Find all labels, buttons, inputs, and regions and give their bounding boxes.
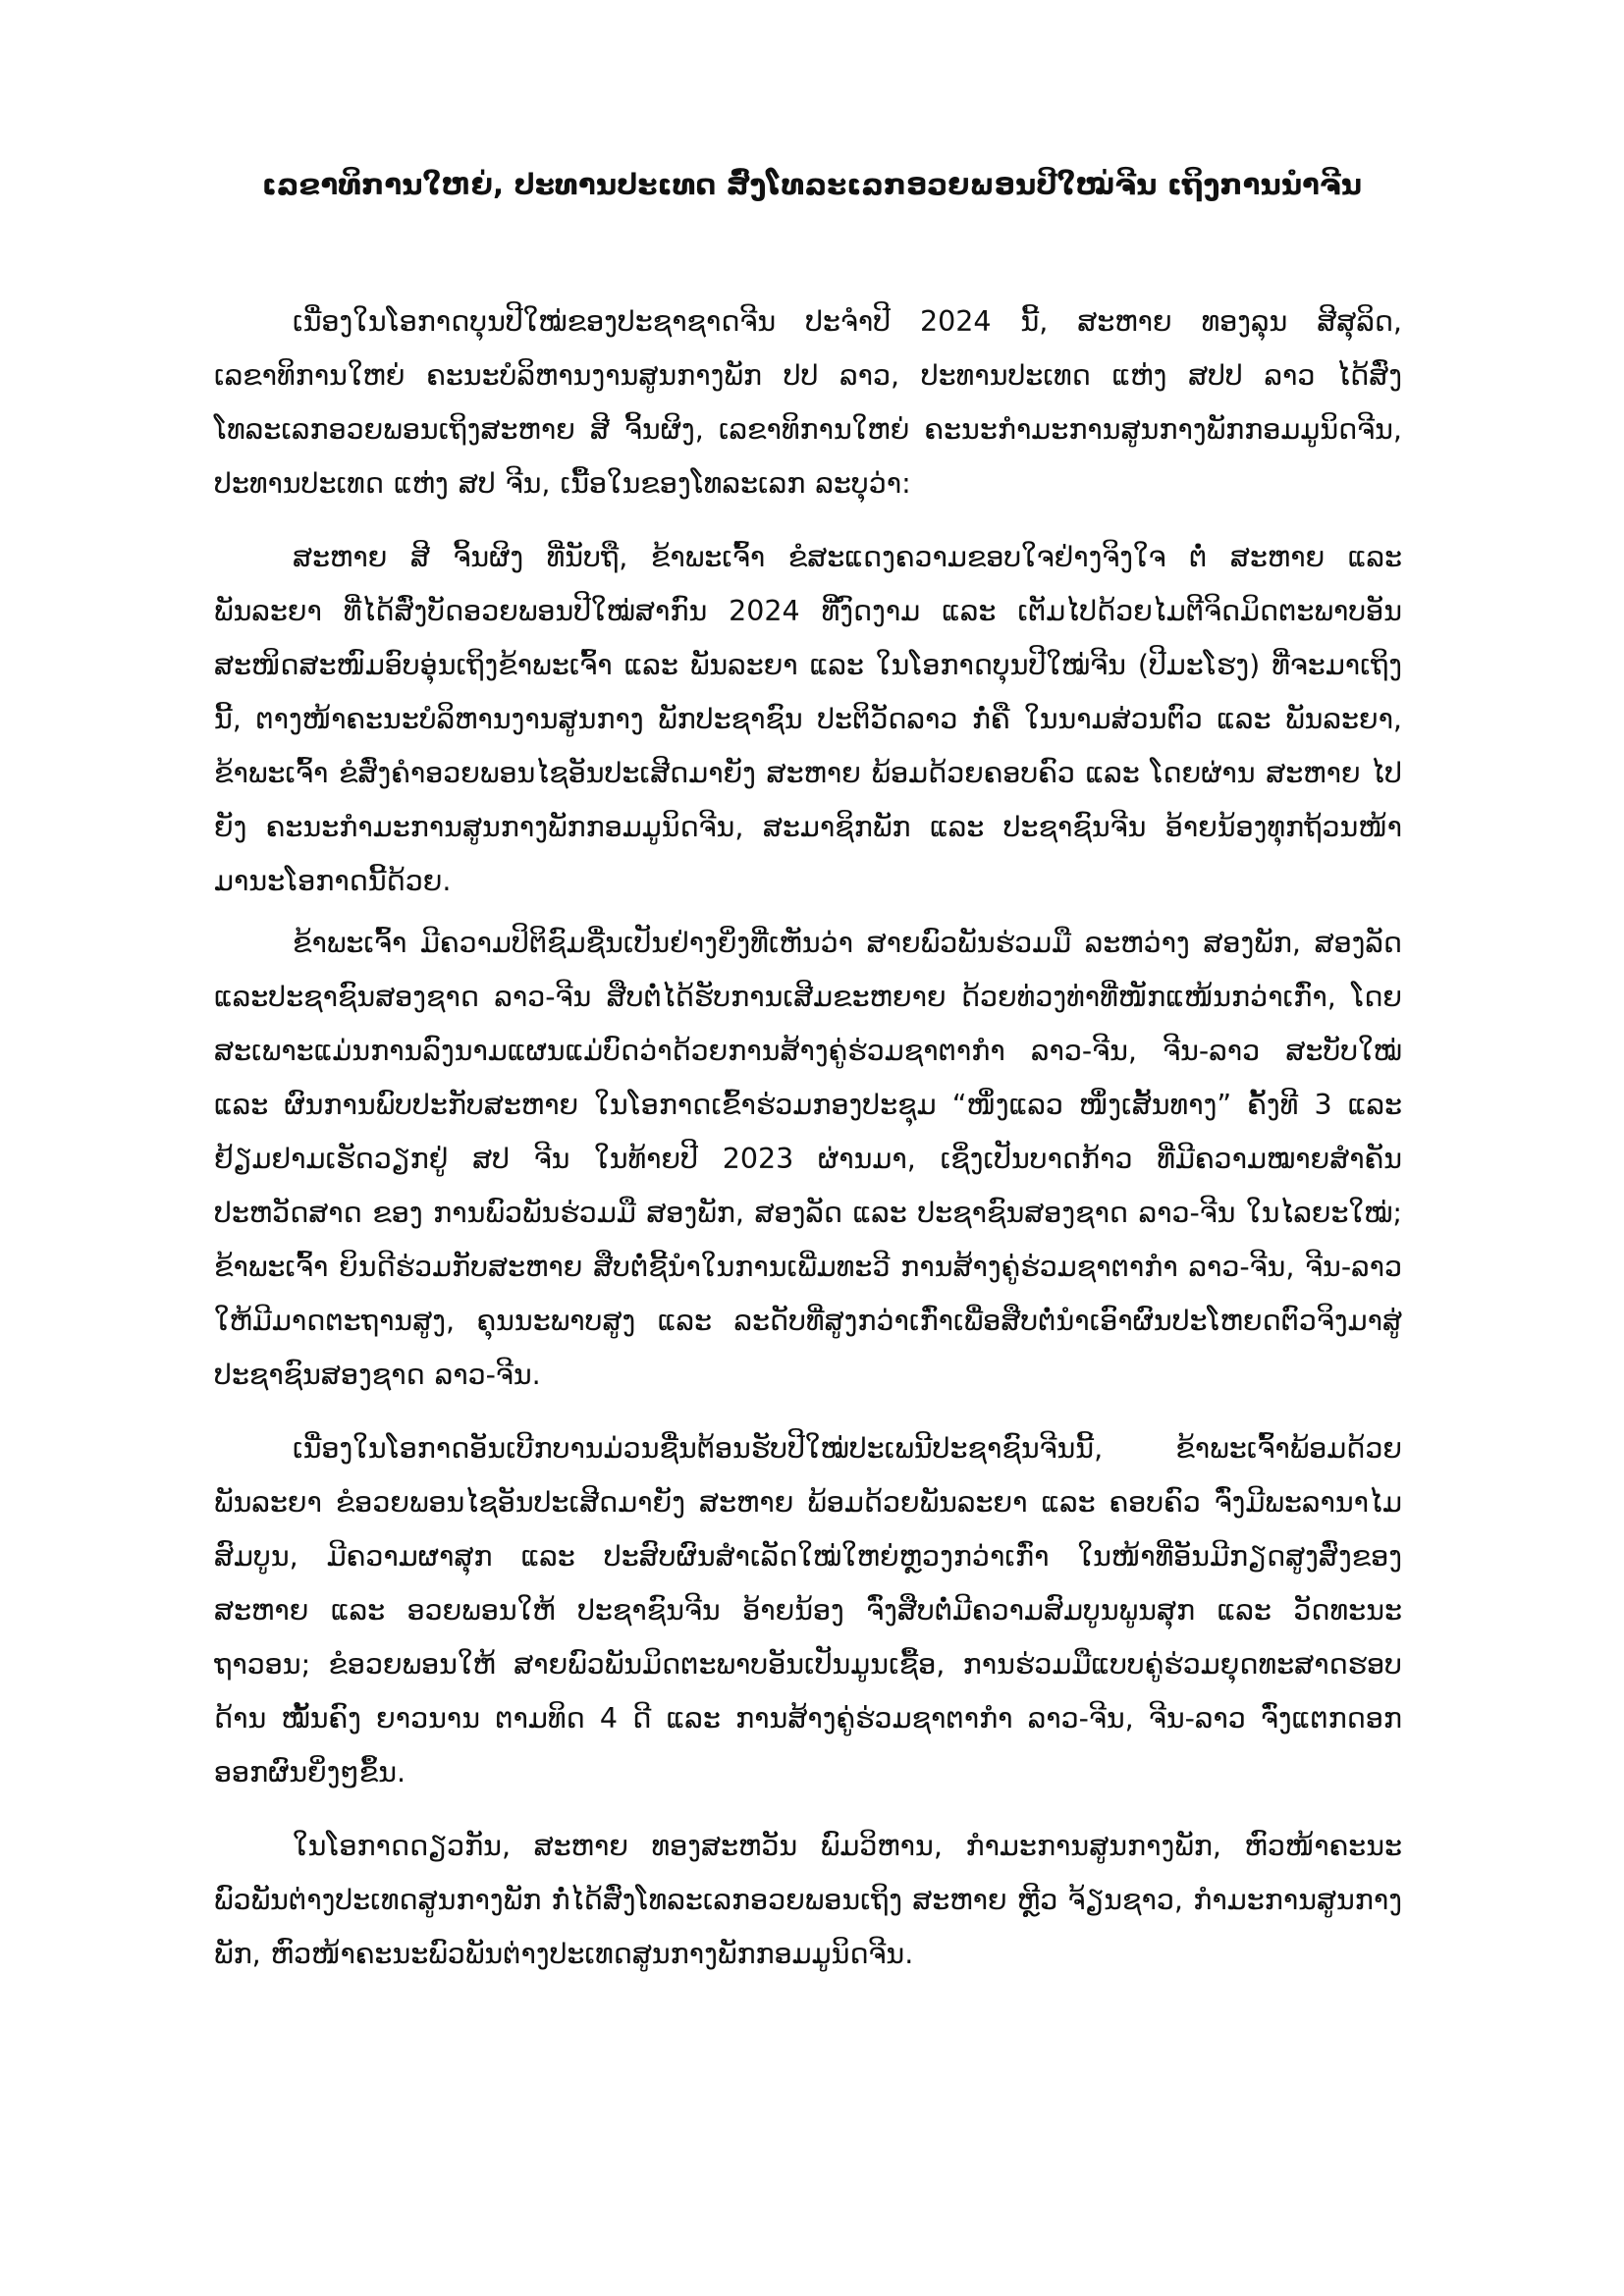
document-title: ເລຂາທິການໃຫຍ່, ປະທານປະເທດ ສົ່ງໂທລະເລກອວຍພອນປີໃໝ່ຈີນ ເຖິງການນຳຈີນ [261, 168, 1363, 201]
paragraph-additional-message: ໃນໂອກາດດຽວກັນ, ສະຫາຍ ທອງສະຫວັນ ພົມວິຫານ, ກຳມະການສູນກາງພັກ, ຫົວໜ້າຄະນະພົວພັນຕ່າງປະເທດສູນກາງພັກ ກໍ່ໄດ້ສົ່ງໂທລະເລກອວຍພອນເຖິງ ສະຫາຍ ຫຼີວ ຈ້ຽນຊາວ, ກຳມະການສູນກາງພັກ, ຫົວໜ້າຄະນະພົວພັນຕ່າງປະເທດສູນກາງພັກກອມມູນິດຈີນ. [214, 1830, 1402, 1970]
paragraph-relations: ຂ້າພະເຈົ້າ ມີຄວາມປິຕິຊົມຊື່ນເປັນຢ່າງຍິ່ງທີ່ເຫັນວ່າ ສາຍພົວພັນຮ່ວມມື ລະຫວ່າງ ສອງພັກ, ສອງລັດ ແລະປະຊາຊົນສອງຊາດ ລາວ-ຈີນ ສືບຕໍ່ໄດ້ຮັບການເສີມຂະຫຍາຍ ດ້ວຍທ່ວງທ່າທີ່ໜັກແໜ້ນກວ່າເກົ່າ, ໂດຍສະເພາະແມ່ນການລົງນາມແຜນແມ່ບົດວ່າດ້ວຍການສ້າງຄູ່ຮ່ວມຊາຕາກຳ ລາວ-ຈີນ, ຈີນ-ລາວ ສະບັບໃໝ່ ແລະ ຜົນການພົບປະກັບສະຫາຍ ໃນໂອກາດເຂົ້າຮ່ວມກອງປະຊຸມ “ໜຶ່ງແລວ ໜຶ່ງເສັ້ນທາງ” ຄັ້ງທີ 3 ແລະ ຢ້ຽມຢາມເຮັດວຽກຢູ່ ສປ ຈີນ ໃນທ້າຍປີ 2023 ຜ່ານມາ, ເຊິ່ງເປັນບາດກ້າວ ທີ່ມີຄວາມໝາຍສຳຄັນປະຫວັດສາດ ຂອງ ການພົວພັນຮ່ວມມື ສອງພັກ, ສອງລັດ ແລະ ປະຊາຊົນສອງຊາດ ລາວ-ຈີນ ໃນໄລຍະໃໝ່; ຂ້າພະເຈົ້າ ຍິນດີຮ່ວມກັບສະຫາຍ ສືບຕໍ່ຊີ້ນຳໃນການເພີ່ມທະວີ ການສ້າງຄູ່ຮ່ວມຊາຕາກຳ ລາວ-ຈີນ, ຈີນ-ລາວ ໃຫ້ມີມາດຕະຖານສູງ, ຄຸນນະພາບສູງ ແລະ ລະດັບທີ່ສູງກວ່າເກົ່າເພື່ອສືບຕໍ່ນຳເອົາຜົນປະໂຫຍດຕົວຈິງມາສູ່ປະຊາຊົນສອງຊາດ ລາວ-ຈີນ. [214, 927, 1402, 1391]
paragraph-intro: ເນື່ອງໃນໂອກາດບຸນປີໃໝ່ຂອງປະຊາຊາດຈີນ ປະຈຳປີ 2024 ນີ້, ສະຫາຍ ທອງລຸນ ສີສຸລິດ, ເລຂາທິການໃຫຍ່ ຄະນະບໍລິຫານງານສູນກາງພັກ ປປ ລາວ, ປະທານປະເທດ ແຫ່ງ ສປປ ລາວ ໄດ້ສົ່ງໂທລະເລກອວຍພອນເຖິງສະຫາຍ ສີ ຈິ້ນຜິງ, ເລຂາທິການໃຫຍ່ ຄະນະກຳມະການສູນກາງພັກກອມມູນິດຈີນ, ປະທານປະເທດ ແຫ່ງ ສປ ຈີນ, ເນື້ອໃນຂອງໂທລະເລກ ລະບຸວ່າ: [214, 305, 1402, 500]
document-body [214, 294, 1402, 2001]
paragraph-thanks: ສະຫາຍ ສີ ຈິ້ນຜິງ ທີ່ນັບຖື, ຂ້າພະເຈົ້າ ຂໍສະແດງຄວາມຂອບໃຈຢ່າງຈິງໃຈ ຕໍ່ ສະຫາຍ ແລະ ພັນລະຍາ ທີ່ໄດ້ສົ່ງບັດອວຍພອນປີໃໝ່ສາກົນ 2024 ທີ່ງົດງາມ ແລະ ເຕັມໄປດ້ວຍໄມຕີຈິດມິດຕະພາບອັນສະໜິດສະໜົມອົບອຸ່ນເຖິງຂ້າພະເຈົ້າ ແລະ ພັນລະຍາ ແລະ ໃນໂອກາດບຸນປີໃໝ່ຈີນ (ປີມະໂຮງ) ທີ່ຈະມາເຖິງນີ້, ຕາງໜ້າຄະນະບໍລິຫານງານສູນກາງ ພັກປະຊາຊົນ ປະຕິວັດລາວ ກໍ່ຄື ໃນນາມສ່ວນຕົວ ແລະ ພັນລະຍາ, ຂ້າພະເຈົ້າ ຂໍສົ່ງຄຳອວຍພອນໄຊອັນປະເສີດມາຍັງ ສະຫາຍ ພ້ອມດ້ວຍຄອບຄົວ ແລະ ໂດຍຜ່ານ ສະຫາຍ ໄປຍັງ ຄະນະກຳມະການສູນກາງພັກກອມມູນິດຈີນ, ສະມາຊິກພັກ ແລະ ປະຊາຊົນຈີນ ອ້າຍນ້ອງທຸກຖ້ວນໜ້າ ມານະໂອກາດນີ້ດ້ວຍ. [214, 541, 1402, 897]
paragraph-new-year-wishes: ເນື່ອງໃນໂອກາດອັນເບີກບານມ່ວນຊື່ນຕ້ອນຮັບປີໃໝ່ປະເພນີປະຊາຊົນຈີນນີ້, ຂ້າພະເຈົ້າພ້ອມດ້ວຍພັນລະຍາ ຂໍອວຍພອນໄຊອັນປະເສີດມາຍັງ ສະຫາຍ ພ້ອມດ້ວຍພັນລະຍາ ແລະ ຄອບຄົວ ຈົ່ງມີພະລານາໄມສົມບູນ, ມີຄວາມຜາສຸກ ແລະ ປະສົບຜົນສຳເລັດໃໝ່ໃຫຍ່ຫຼວງກວ່າເກົ່າ ໃນໜ້າທີ່ອັນມີກຽດສູງສົ່ງຂອງສະຫາຍ ແລະ ອວຍພອນໃຫ້ ປະຊາຊົນຈີນ ອ້າຍນ້ອງ ຈົ່ງສືບຕໍ່ມີຄວາມສົມບູນພູນສຸກ ແລະ ວັດທະນະຖາວອນ; ຂໍອວຍພອນໃຫ້ ສາຍພົວພັນມິດຕະພາບອັນເປັນມູນເຊື້ອ, ການຮ່ວມມືແບບຄູ່ຮ່ວມຍຸດທະສາດຮອບດ້ານ ໝັ້ນຄົງ ຍາວນານ ຕາມທິດ 4 ດີ ແລະ ການສ້າງຄູ່ຮ່ວມຊາຕາກຳ ລາວ-ຈີນ, ຈີນ-ລາວ ຈົ່ງແຕກດອກອອກຜົນຍິ່ງໆຂຶ້ນ. [214, 1432, 1402, 1789]
